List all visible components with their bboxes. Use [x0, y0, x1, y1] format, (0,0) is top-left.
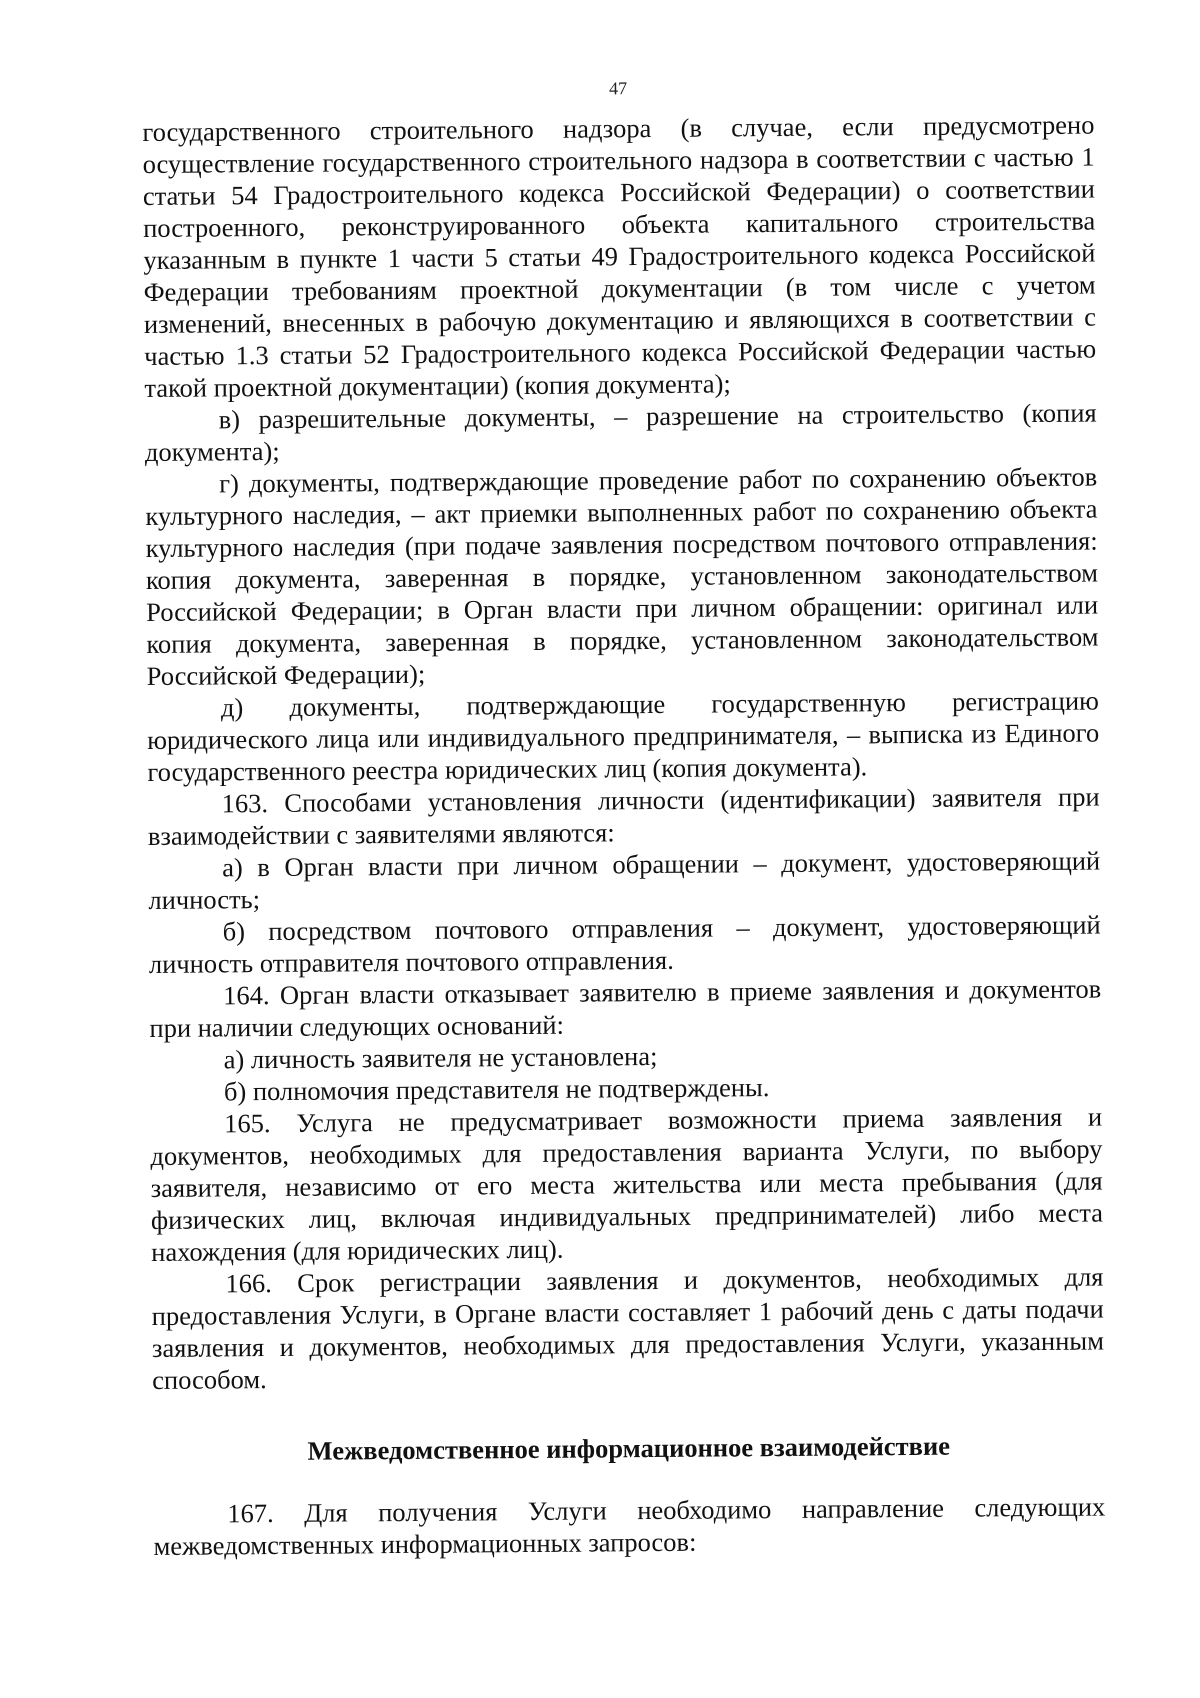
paragraph-164-b: б) полномочия представителя не подтверждены. — [223, 1072, 770, 1107]
paragraph-item-v: в) разрешительные документы, – разрешение на строительство (копия документа); — [144, 397, 1097, 467]
section-heading: Межведомственное информационное взаимодействие — [307, 1430, 951, 1466]
page-number: 47 — [609, 78, 628, 99]
paragraph-165: 165. Услуга не предусматривает возможности приема заявления и документов, необходимых для предоставления варианта Услуги, по выбору заявителя, независимо от его места жительства или места пребывания (для физических лиц, включая индивидуальных предпринимателей) либо места нахождения (для юридических лиц). — [150, 1101, 1104, 1267]
paragraph-continuation: государственного строительного надзора (в случае, если предусмотрено осуществление государственного строительного надзора в соответствии с частью 1 статьи 54 Градостроительного кодекса Российской Федерации) о соответствии построенного, реконструированного объекта капитального строительства указанным в пункте 1 части 5 статьи 49 Градостроительного кодекса Российской Федерации требованиям проектной документации (в том числе с учетом изменений, внесенных в рабочую документацию и являющихся в соответствии с частью 1.3 статьи 52 Градостроительного кодекса Российской Федерации частью такой проектной документации) (копия документа); — [142, 109, 1097, 403]
paragraph-163-a: а) в Орган власти при личном обращении – документ, удостоверяющий личность; — [148, 845, 1101, 915]
paragraph-item-d: д) документы, подтверждающие государственную регистрацию юридического лица или индивидуального предпринимателя, – выписка из Единого государственного реестра юридических лиц (копия документа). — [147, 685, 1100, 787]
paragraph-164-a: а) личность заявителя не установлена; — [223, 1040, 658, 1075]
paragraph-163: 163. Способами установления личности (идентификации) заявителя при взаимодействии с заявителями являются: — [147, 781, 1100, 851]
paragraph-163-b: б) посредством почтового отправления – документ, удостоверяющий личность отправителя почтового отправления. — [148, 909, 1101, 979]
paragraph-166: 166. Срок регистрации заявления и документов, необходимых для предоставления Услуги, в Органе власти составляет 1 рабочий день с даты подачи заявления и документов, необходимых для предоставления Услуги, указанным способом. — [151, 1261, 1105, 1395]
paragraph-167: 167. Для получения Услуги необходимо направление следующих межведомственных информационных запросов: — [153, 1491, 1106, 1561]
paragraph-164: 164. Орган власти отказывает заявителю в приеме заявления и документов при наличии следующих оснований: — [149, 973, 1102, 1043]
page-body — [142, 73, 1106, 1562]
paragraph-item-g: г) документы, подтверждающие проведение работ по сохранению объектов культурного наследия, – акт приемки выполненных работ по сохранению объекта культурного наследия (при подаче заявления посредством почтового отправления: копия документа, заверенная в порядке, установленном законодательством Российской Федерации; в Орган власти при личном обращении: оригинал или копия документа, заверенная в порядке, установленном законодательством Российской Федерации); — [145, 461, 1099, 691]
